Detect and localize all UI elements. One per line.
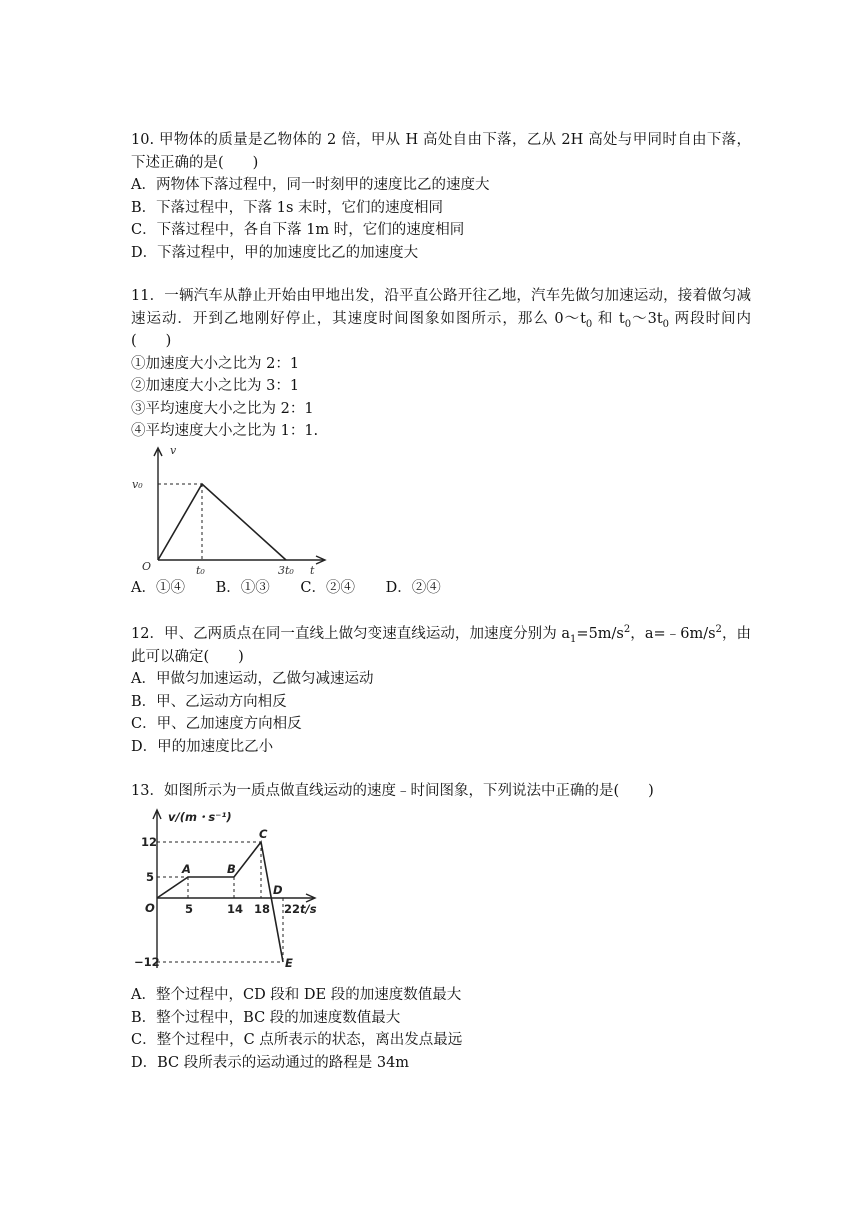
- 3t0-label: 3t₀: [278, 564, 294, 574]
- option-a: A．①④: [131, 580, 185, 596]
- statement-4: ④平均速度大小之比为 1：1.: [131, 423, 319, 439]
- t0-label: t₀: [196, 564, 205, 574]
- tick-label-x5: 5: [185, 902, 194, 916]
- question-13: [131, 780, 751, 803]
- option-d: D．甲的加速度比乙小: [131, 738, 274, 755]
- question-11: [131, 285, 751, 443]
- stem-subscript: 0: [585, 318, 593, 330]
- tick-label-x14: 14: [227, 902, 244, 916]
- option-a: A．整个过程中，CD 段和 DE 段的加速度数值最大: [131, 987, 462, 1003]
- question-11-options: [131, 577, 751, 600]
- option-d: D．②④: [385, 580, 441, 596]
- question-12: [131, 623, 751, 758]
- options-row: [131, 577, 751, 600]
- point-b-label: B: [227, 862, 236, 876]
- option-b: B．①③: [215, 580, 270, 596]
- option-c: C．②④: [300, 580, 355, 596]
- stem-text: ，a=﹣6m/s: [630, 626, 716, 642]
- statement-1: ①加速度大小之比为 2：1: [131, 355, 300, 372]
- stem-text: ～3t: [631, 310, 663, 327]
- tick-label-12: 12: [141, 835, 158, 849]
- origin-label: O: [145, 901, 155, 915]
- point-c-label: C: [259, 827, 268, 841]
- option-c: C．甲、乙加速度方向相反: [131, 716, 302, 732]
- option-d: D．下落过程中，甲的加速度比乙的加速度大: [131, 244, 419, 261]
- stem-superscript: 2: [623, 624, 631, 636]
- stem-text: =5m/s: [576, 626, 624, 642]
- statement-2: ②加速度大小之比为 3：1: [131, 378, 300, 394]
- option-b: B．甲、乙运动方向相反: [131, 693, 287, 710]
- option-a: A．甲做匀加速运动，乙做匀减速运动: [131, 671, 374, 687]
- stem-superscript: 2: [715, 624, 722, 636]
- point-d-label: D: [273, 883, 283, 897]
- v0-label: v₀: [132, 478, 143, 491]
- stem-subscript: 1: [570, 633, 577, 645]
- stem-text: 两段时间内( ): [131, 310, 752, 349]
- option-c: C．下落过程中，各自下落 1m 时，它们的速度相同: [131, 222, 465, 238]
- option-b: B．整个过程中，BC 段的加速度数值最大: [131, 1009, 401, 1026]
- stem-subscript: 0: [624, 318, 632, 330]
- tick-label-x18: 18: [254, 902, 271, 916]
- velocity-line: [158, 484, 286, 560]
- question-stem: 10. 甲物体的质量是乙物体的 2 倍，甲从 H 高处自由下落，乙从 2H 高处与甲同时自由下落，下述正确的是( ): [131, 132, 751, 171]
- option-b: B．下落过程中，下落 1s 末时，它们的速度相同: [131, 199, 444, 216]
- y-axis-label: v/(m・s⁻¹): [168, 810, 232, 824]
- stem-text: 和 t: [592, 310, 625, 327]
- point-a-label: A: [182, 862, 191, 876]
- question-10: [131, 129, 751, 264]
- question-stem: [131, 623, 751, 668]
- tick-label-neg12: −12: [134, 955, 160, 969]
- stem-subscript: 0: [662, 318, 670, 330]
- question-13-options: [131, 984, 751, 1074]
- stem-text: ，由此可以确定( ): [131, 626, 751, 665]
- option-a: A．两物体下落过程中，同一时刻甲的速度比乙的速度大: [131, 177, 490, 193]
- stem-text: 12．甲、乙两质点在同一直线上做匀变速直线运动，加速度分别为 a: [131, 626, 571, 642]
- origin-label: O: [142, 560, 152, 573]
- y-axis-label: v: [170, 444, 177, 457]
- tick-label-x22: 22: [284, 902, 301, 916]
- statement-3: ③平均速度大小之比为 2：1: [131, 400, 314, 417]
- x-axis-label: t: [310, 564, 315, 574]
- velocity-time-graph-q11: [128, 440, 338, 574]
- option-d: D．BC 段所表示的运动通过的路程是 34m: [131, 1054, 410, 1071]
- question-stem: 13．如图所示为一质点做直线运动的速度﹣时间图象，下列说法中正确的是( ): [131, 783, 654, 799]
- point-e-label: E: [285, 956, 293, 970]
- x-axis-label: t/s: [300, 902, 317, 916]
- velocity-time-graph-q13: [128, 808, 328, 974]
- option-c: C．整个过程中，C 点所表示的状态，离出发点最远: [131, 1032, 463, 1048]
- question-stem: [131, 285, 751, 353]
- tick-label-5: 5: [146, 870, 155, 884]
- stem-text: 11．一辆汽车从静止开始由甲地出发，沿平直公路开往乙地，汽车先做匀加速运动，接着做匀减速运动．开到乙地刚好停止，其速度时间图象如图所示，那么 0～t: [131, 288, 751, 327]
